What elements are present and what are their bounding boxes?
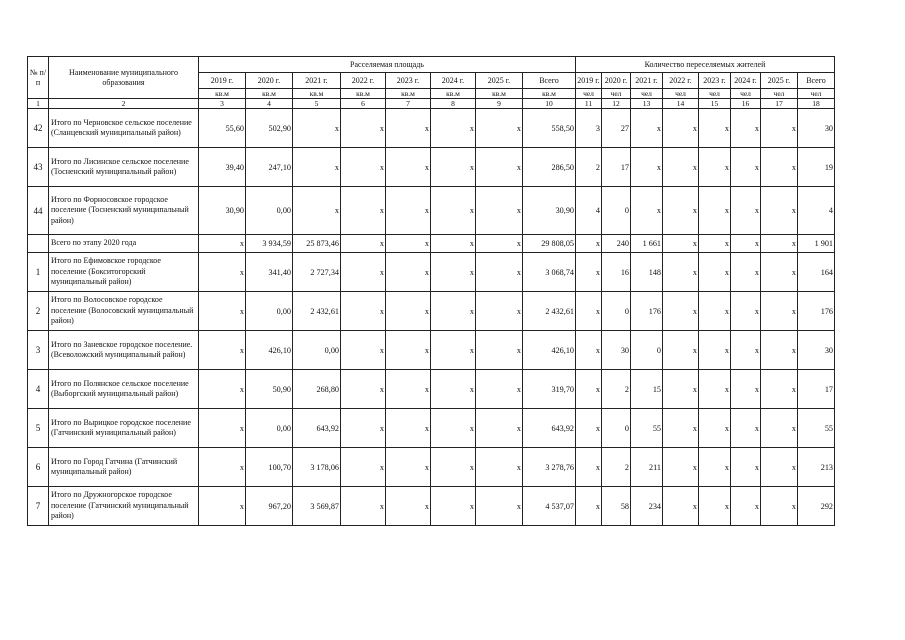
people-unit: чел xyxy=(631,89,663,99)
area-value: x xyxy=(199,370,246,409)
area-unit: кв.м xyxy=(386,89,431,99)
people-value: x xyxy=(663,235,699,253)
area-value: x xyxy=(341,253,386,292)
header-num: № п/п xyxy=(28,57,49,99)
people-value: 1 661 xyxy=(631,235,663,253)
area-value: x xyxy=(341,187,386,235)
people-value: 0 xyxy=(602,187,631,235)
area-value: x xyxy=(476,253,523,292)
people-year-header: 2025 г. xyxy=(761,73,798,89)
area-value: x xyxy=(199,292,246,331)
people-value: x xyxy=(731,187,761,235)
people-value: 1 901 xyxy=(798,235,835,253)
area-value: x xyxy=(293,148,341,187)
people-year-header: 2021 г. xyxy=(631,73,663,89)
row-municipality-name: Итого по Город Гатчина (Гатчинский муниципальный район) xyxy=(49,448,199,487)
area-unit: кв.м xyxy=(341,89,386,99)
area-year-header: 2022 г. xyxy=(341,73,386,89)
people-value: 0 xyxy=(602,292,631,331)
row-municipality-name: Итого по Форносовское городское поселение (Тосненский муниципальный район) xyxy=(49,187,199,235)
area-value: x xyxy=(341,148,386,187)
table-row xyxy=(28,487,835,526)
people-value: x xyxy=(663,487,699,526)
area-value: 3 278,76 xyxy=(523,448,576,487)
people-unit: чел xyxy=(663,89,699,99)
people-value: x xyxy=(731,487,761,526)
people-value: x xyxy=(731,448,761,487)
area-value: 0,00 xyxy=(246,409,293,448)
people-value: 213 xyxy=(798,448,835,487)
area-value: x xyxy=(293,109,341,148)
people-value: x xyxy=(761,148,798,187)
people-value: x xyxy=(731,292,761,331)
area-value: x xyxy=(199,331,246,370)
area-value: x xyxy=(431,409,476,448)
area-value: x xyxy=(341,409,386,448)
row-number: 1 xyxy=(28,253,49,292)
area-value: 247,10 xyxy=(246,148,293,187)
people-unit: чел xyxy=(699,89,731,99)
people-value: x xyxy=(699,235,731,253)
area-value: x xyxy=(476,148,523,187)
area-value: x xyxy=(476,109,523,148)
column-number: 13 xyxy=(631,99,663,109)
people-value: x xyxy=(663,370,699,409)
column-number: 2 xyxy=(49,99,199,109)
area-value: x xyxy=(199,409,246,448)
table-row xyxy=(28,253,835,292)
people-value: 15 xyxy=(631,370,663,409)
people-unit: чел xyxy=(602,89,631,99)
people-value: x xyxy=(731,109,761,148)
area-value: x xyxy=(431,370,476,409)
column-number: 12 xyxy=(602,99,631,109)
people-value: x xyxy=(699,409,731,448)
people-value: x xyxy=(761,409,798,448)
area-value: 0,00 xyxy=(246,187,293,235)
table-row xyxy=(28,370,835,409)
area-value: 2 432,61 xyxy=(523,292,576,331)
area-value: x xyxy=(341,109,386,148)
area-value: x xyxy=(476,331,523,370)
table-row xyxy=(28,148,835,187)
people-value: 30 xyxy=(798,109,835,148)
header-name: Наименование муниципального образования xyxy=(49,57,199,99)
people-value: x xyxy=(699,253,731,292)
area-value: 100,70 xyxy=(246,448,293,487)
people-value: 148 xyxy=(631,253,663,292)
people-value: 4 xyxy=(798,187,835,235)
row-municipality-name: Итого по Вырицкое городское поселение (Гатчинский муниципальный район) xyxy=(49,409,199,448)
area-value: x xyxy=(386,409,431,448)
area-value: x xyxy=(476,409,523,448)
people-value: 2 xyxy=(576,148,602,187)
row-municipality-name: Итого по Полянское сельское поселение (Выборгский муниципальный район) xyxy=(49,370,199,409)
table-row xyxy=(28,292,835,331)
area-value: 643,92 xyxy=(293,409,341,448)
area-value: 2 432,61 xyxy=(293,292,341,331)
people-value: x xyxy=(576,448,602,487)
row-number: 44 xyxy=(28,187,49,235)
column-number: 7 xyxy=(386,99,431,109)
people-value: x xyxy=(731,370,761,409)
area-value: 0,00 xyxy=(293,331,341,370)
area-value: x xyxy=(476,370,523,409)
table-row xyxy=(28,235,835,253)
people-value: x xyxy=(761,448,798,487)
row-number: 42 xyxy=(28,109,49,148)
header-area-group: Расселяемая площадь xyxy=(199,57,576,73)
area-unit: кв.м xyxy=(523,89,576,99)
people-value: x xyxy=(576,487,602,526)
area-value: x xyxy=(431,448,476,487)
row-municipality-name: Итого по Ефимовское городское поселение (Бокситогорский муниципальный район) xyxy=(49,253,199,292)
area-value: x xyxy=(386,253,431,292)
people-value: x xyxy=(663,109,699,148)
area-value: x xyxy=(293,187,341,235)
area-value: 558,50 xyxy=(523,109,576,148)
row-number: 2 xyxy=(28,292,49,331)
area-value: x xyxy=(199,235,246,253)
people-value: x xyxy=(576,409,602,448)
column-number: 3 xyxy=(199,99,246,109)
area-value: x xyxy=(476,292,523,331)
people-value: 234 xyxy=(631,487,663,526)
people-value: x xyxy=(576,370,602,409)
people-value: 58 xyxy=(602,487,631,526)
people-value: 55 xyxy=(798,409,835,448)
people-value: 30 xyxy=(602,331,631,370)
area-value: x xyxy=(341,292,386,331)
row-number: 43 xyxy=(28,148,49,187)
people-value: x xyxy=(576,331,602,370)
people-value: x xyxy=(631,148,663,187)
area-value: x xyxy=(386,292,431,331)
row-number: 7 xyxy=(28,487,49,526)
people-value: x xyxy=(663,187,699,235)
people-value: x xyxy=(731,331,761,370)
area-value: x xyxy=(341,235,386,253)
column-number: 6 xyxy=(341,99,386,109)
people-value: x xyxy=(761,331,798,370)
area-value: x xyxy=(476,235,523,253)
column-number: 14 xyxy=(663,99,699,109)
people-unit: чел xyxy=(731,89,761,99)
area-value: x xyxy=(386,109,431,148)
area-value: x xyxy=(341,448,386,487)
column-number: 4 xyxy=(246,99,293,109)
column-number: 9 xyxy=(476,99,523,109)
area-value: x xyxy=(386,370,431,409)
people-value: x xyxy=(761,370,798,409)
area-value: 39,40 xyxy=(199,148,246,187)
people-value: 240 xyxy=(602,235,631,253)
people-value: x xyxy=(663,409,699,448)
people-value: 211 xyxy=(631,448,663,487)
row-number: 4 xyxy=(28,370,49,409)
people-value: x xyxy=(699,148,731,187)
people-value: 0 xyxy=(602,409,631,448)
people-value: x xyxy=(761,235,798,253)
people-value: x xyxy=(663,331,699,370)
area-value: x xyxy=(341,331,386,370)
table-row xyxy=(28,448,835,487)
people-value: x xyxy=(761,187,798,235)
area-value: x xyxy=(341,370,386,409)
area-value: x xyxy=(386,148,431,187)
area-value: 3 569,87 xyxy=(293,487,341,526)
area-value: x xyxy=(386,235,431,253)
row-number: 3 xyxy=(28,331,49,370)
people-year-header: Всего xyxy=(798,73,835,89)
resettlement-table-page xyxy=(27,56,835,526)
people-value: x xyxy=(761,253,798,292)
people-value: x xyxy=(576,292,602,331)
area-unit: кв.м xyxy=(431,89,476,99)
area-value: x xyxy=(431,187,476,235)
area-year-header: 2020 г. xyxy=(246,73,293,89)
people-value: x xyxy=(699,331,731,370)
row-municipality-name: Итого по Заневское городское поселение. (Всеволожский муниципальный район) xyxy=(49,331,199,370)
people-year-header: 2020 г. xyxy=(602,73,631,89)
area-value: x xyxy=(386,448,431,487)
people-value: 2 xyxy=(602,370,631,409)
area-value: 50,90 xyxy=(246,370,293,409)
column-number: 15 xyxy=(699,99,731,109)
people-value: x xyxy=(731,253,761,292)
table-row xyxy=(28,187,835,235)
area-value: 55,60 xyxy=(199,109,246,148)
people-year-header: 2019 г. xyxy=(576,73,602,89)
area-value: 30,90 xyxy=(199,187,246,235)
people-value: x xyxy=(699,292,731,331)
area-unit: кв.м xyxy=(246,89,293,99)
column-number: 16 xyxy=(731,99,761,109)
people-unit: чел xyxy=(761,89,798,99)
area-value: x xyxy=(476,487,523,526)
people-value: x xyxy=(663,148,699,187)
area-value: 426,10 xyxy=(523,331,576,370)
column-number: 8 xyxy=(431,99,476,109)
people-value: x xyxy=(699,370,731,409)
table-row xyxy=(28,109,835,148)
people-value: 3 xyxy=(576,109,602,148)
people-value: 30 xyxy=(798,331,835,370)
header-column-numbers-row xyxy=(28,99,835,109)
column-number: 17 xyxy=(761,99,798,109)
area-value: 643,92 xyxy=(523,409,576,448)
area-value: x xyxy=(431,109,476,148)
people-value: 2 xyxy=(602,448,631,487)
people-value: 17 xyxy=(602,148,631,187)
people-value: 17 xyxy=(798,370,835,409)
area-value: 4 537,07 xyxy=(523,487,576,526)
area-value: x xyxy=(199,448,246,487)
row-number: 5 xyxy=(28,409,49,448)
people-value: 4 xyxy=(576,187,602,235)
table-row xyxy=(28,409,835,448)
people-year-header: 2023 г. xyxy=(699,73,731,89)
area-value: 426,10 xyxy=(246,331,293,370)
area-value: x xyxy=(199,253,246,292)
area-value: x xyxy=(476,448,523,487)
area-year-header: 2019 г. xyxy=(199,73,246,89)
area-value: x xyxy=(199,487,246,526)
area-value: 25 873,46 xyxy=(293,235,341,253)
table-row xyxy=(28,331,835,370)
area-value: x xyxy=(476,187,523,235)
row-municipality-name: Всего по этапу 2020 года xyxy=(49,235,199,253)
area-value: 341,40 xyxy=(246,253,293,292)
people-value: x xyxy=(699,487,731,526)
area-year-header: 2024 г. xyxy=(431,73,476,89)
column-number: 1 xyxy=(28,99,49,109)
area-year-header: 2023 г. xyxy=(386,73,431,89)
area-year-header: 2025 г. xyxy=(476,73,523,89)
row-municipality-name: Итого по Дружногорское городское поселение (Гатчинский муниципальный район) xyxy=(49,487,199,526)
people-value: x xyxy=(699,187,731,235)
people-value: x xyxy=(731,148,761,187)
people-value: x xyxy=(731,235,761,253)
area-value: 3 068,74 xyxy=(523,253,576,292)
people-value: 164 xyxy=(798,253,835,292)
area-value: 2 727,34 xyxy=(293,253,341,292)
area-value: 268,80 xyxy=(293,370,341,409)
area-value: 3 178,06 xyxy=(293,448,341,487)
people-value: x xyxy=(761,487,798,526)
people-value: x xyxy=(761,109,798,148)
area-value: x xyxy=(386,331,431,370)
people-value: x xyxy=(731,409,761,448)
people-year-header: 2022 г. xyxy=(663,73,699,89)
area-value: 967,20 xyxy=(246,487,293,526)
people-value: x xyxy=(663,292,699,331)
column-number: 18 xyxy=(798,99,835,109)
area-value: 3 934,59 xyxy=(246,235,293,253)
area-year-header: Всего xyxy=(523,73,576,89)
area-year-header: 2021 г. xyxy=(293,73,341,89)
people-value: x xyxy=(699,448,731,487)
column-number: 10 xyxy=(523,99,576,109)
row-municipality-name: Итого по Волосовское городское поселение (Волосовский муниципальный район) xyxy=(49,292,199,331)
people-value: 19 xyxy=(798,148,835,187)
people-year-header: 2024 г. xyxy=(731,73,761,89)
area-unit: кв.м xyxy=(293,89,341,99)
people-value: x xyxy=(663,448,699,487)
people-value: x xyxy=(699,109,731,148)
header-people-group: Количество переселяемых жителей xyxy=(576,57,835,73)
area-value: 30,90 xyxy=(523,187,576,235)
people-value: 55 xyxy=(631,409,663,448)
row-number xyxy=(28,235,49,253)
area-value: x xyxy=(431,331,476,370)
people-value: x xyxy=(663,253,699,292)
area-value: x xyxy=(431,148,476,187)
people-value: x xyxy=(576,253,602,292)
area-value: 29 808,05 xyxy=(523,235,576,253)
area-value: x xyxy=(386,187,431,235)
area-value: 502,90 xyxy=(246,109,293,148)
people-unit: чел xyxy=(798,89,835,99)
area-value: 286,50 xyxy=(523,148,576,187)
area-unit: кв.м xyxy=(476,89,523,99)
column-number: 11 xyxy=(576,99,602,109)
people-value: x xyxy=(576,235,602,253)
area-value: x xyxy=(431,253,476,292)
area-unit: кв.м xyxy=(199,89,246,99)
resettlement-table xyxy=(27,56,835,526)
area-value: x xyxy=(341,487,386,526)
people-value: 176 xyxy=(631,292,663,331)
people-value: x xyxy=(761,292,798,331)
people-unit: чел xyxy=(576,89,602,99)
row-municipality-name: Итого по Лисинское сельское поселение (Тосненский муниципальный район) xyxy=(49,148,199,187)
people-value: 176 xyxy=(798,292,835,331)
area-value: 319,70 xyxy=(523,370,576,409)
row-number: 6 xyxy=(28,448,49,487)
area-value: x xyxy=(431,292,476,331)
column-number: 5 xyxy=(293,99,341,109)
people-value: 0 xyxy=(631,331,663,370)
area-value: x xyxy=(431,487,476,526)
people-value: 27 xyxy=(602,109,631,148)
people-value: x xyxy=(631,187,663,235)
people-value: x xyxy=(631,109,663,148)
people-value: 16 xyxy=(602,253,631,292)
people-value: 292 xyxy=(798,487,835,526)
area-value: x xyxy=(431,235,476,253)
row-municipality-name: Итого по Черновское сельское поселение (Сланцевский муниципальный район) xyxy=(49,109,199,148)
area-value: 0,00 xyxy=(246,292,293,331)
area-value: x xyxy=(386,487,431,526)
